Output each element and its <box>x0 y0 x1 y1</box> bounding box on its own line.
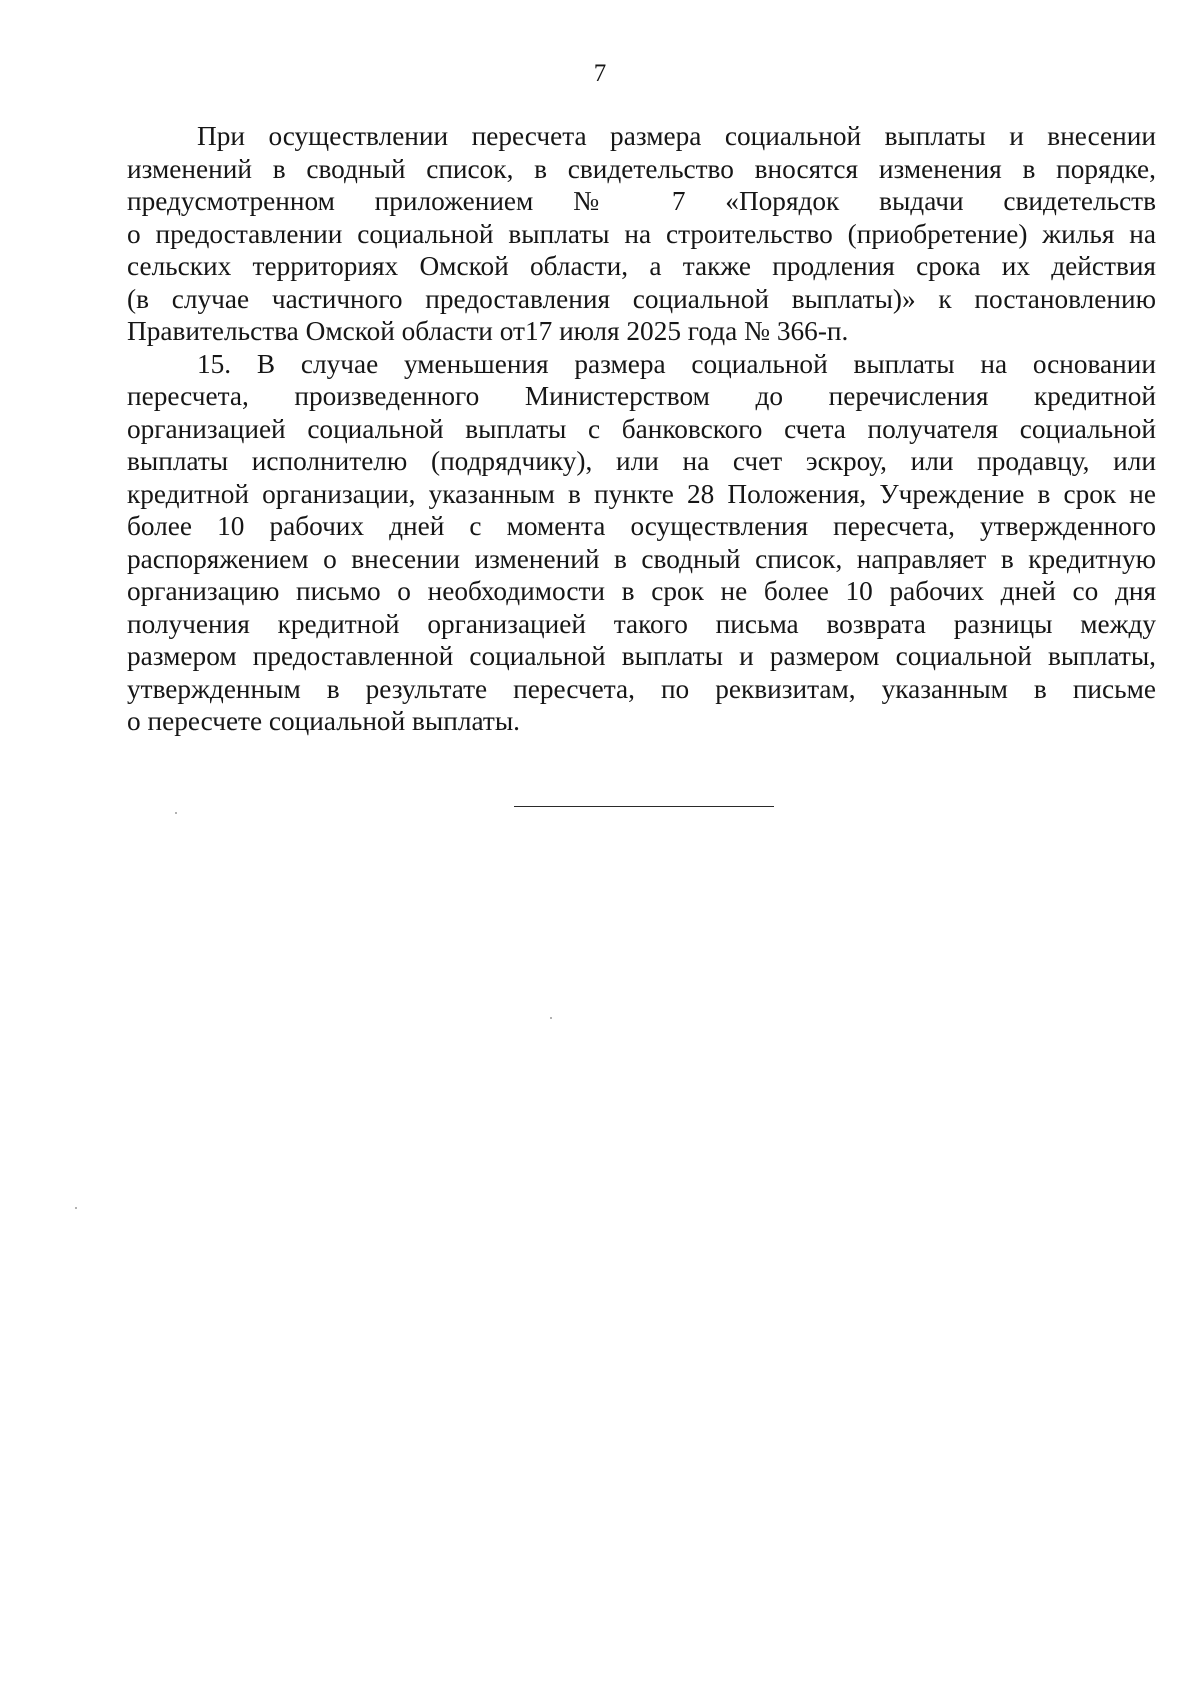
text-line: более 10 рабочих дней с момента осуществления пересчета, утвержденного <box>127 511 1156 541</box>
text-line: организацию письмо о необходимости в срок не более 10 рабочих дней со дня <box>127 576 1156 606</box>
text-line: сельских территориях Омской области, а также продления срока их действия <box>127 251 1156 281</box>
scan-speck <box>75 1207 77 1209</box>
paragraph-recalculation-certificate <box>127 120 1156 348</box>
text-line: о пересчете социальной выплаты. <box>127 706 520 736</box>
text-line: выплаты исполнителю (подрядчику), или на счет эскроу, или продавцу, или <box>127 446 1156 476</box>
text-line: Правительства Омской области от17 июля 2025 года № 366-п. <box>127 316 849 346</box>
text-line: о предоставлении социальной выплаты на строительство (приобретение) жилья на <box>127 218 1156 249</box>
text-line: организацией социальной выплаты с банковского счета получателя социальной <box>127 413 1156 444</box>
text-line: При осуществлении пересчета размера социальной выплаты и внесении <box>197 121 1156 151</box>
end-of-document-rule <box>514 806 774 807</box>
text-line: получения кредитной организацией такого письма возврата разницы между <box>127 608 1156 639</box>
scan-speck <box>550 1017 552 1019</box>
text-line: утвержденным в результате пересчета, по реквизитам, указанным в письме <box>127 673 1156 704</box>
text-line: размером предоставленной социальной выплаты и размером социальной выплаты, <box>127 641 1156 671</box>
text-line: пересчета, произведенного Министерством до перечисления кредитной <box>127 381 1156 411</box>
document-body <box>127 120 1156 738</box>
text-line: 15. В случае уменьшения размера социальной выплаты на основании <box>197 348 1156 379</box>
text-line: изменений в сводный список, в свидетельство вносятся изменения в порядке, <box>127 153 1156 184</box>
text-line: (в случае частичного предоставления социальной выплаты)» к постановлению <box>127 283 1156 314</box>
paragraph-item-15 <box>127 348 1156 738</box>
text-line: предусмотренном приложением № 7 «Порядок выдачи свидетельств <box>127 186 1156 216</box>
scan-speck <box>175 812 177 814</box>
text-line: кредитной организации, указанным в пункте 28 Положения, Учреждение в срок не <box>127 478 1156 509</box>
page-number: 7 <box>593 60 607 87</box>
text-line: распоряжением о внесении изменений в сводный список, направляет в кредитную <box>127 543 1156 574</box>
